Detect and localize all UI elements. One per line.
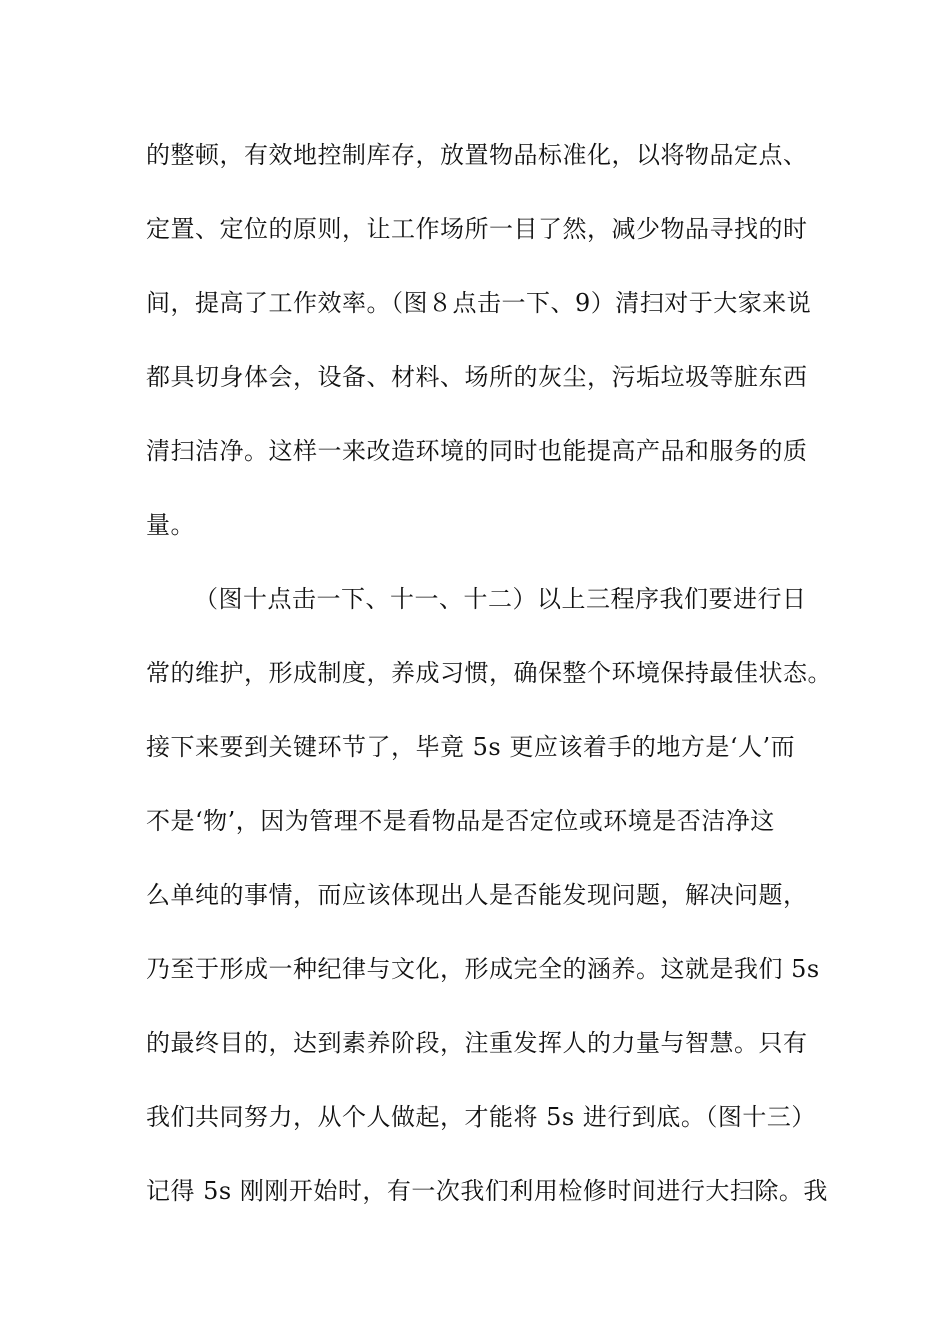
text-line-10: 不是‘物’，因为管理不是看物品是否定位或环境是否洁净这 (146, 807, 775, 835)
text-line-11: 么单纯的事情，而应该体现出人是否能发现问题，解决问题， (146, 881, 808, 909)
text-line-7-paragraph-start: （图十点击一下、十一、十二）以上三程序我们要进行日 (194, 585, 807, 613)
text-line-4: 都具切身体会，设备、材料、场所的灰尘，污垢垃圾等脏东西 (146, 363, 808, 391)
body-text (146, 118, 832, 1228)
text-line-12: 乃至于形成一种纪律与文化，形成完全的涵养。这就是我们 5s (146, 955, 820, 983)
text-line-14: 我们共同努力，从个人做起，才能将 5s 进行到底。（图十三） (146, 1103, 816, 1131)
text-line-3: 间，提高了工作效率。（图８点击一下、9）清扫对于大家来说 (146, 289, 812, 317)
text-line-2: 定置、定位的原则，让工作场所一目了然，减少物品寻找的时 (146, 215, 808, 243)
text-line-15: 记得 5s 刚刚开始时，有一次我们利用检修时间进行大扫除。我 (146, 1177, 828, 1205)
text-line-1: 的整顿，有效地控制库存，放置物品标准化，以将物品定点、 (146, 141, 808, 169)
text-line-9: 接下来要到关键环节了，毕竟 5s 更应该着手的地方是‘人’而 (146, 733, 796, 761)
text-line-13: 的最终目的，达到素养阶段，注重发挥人的力量与智慧。只有 (146, 1029, 808, 1057)
text-line-5: 清扫洁净。这样一来改造环境的同时也能提高产品和服务的质 (146, 437, 808, 465)
text-line-8: 常的维护，形成制度，养成习惯，确保整个环境保持最佳状态。 (146, 659, 832, 687)
text-line-6: 量。 (146, 511, 195, 539)
